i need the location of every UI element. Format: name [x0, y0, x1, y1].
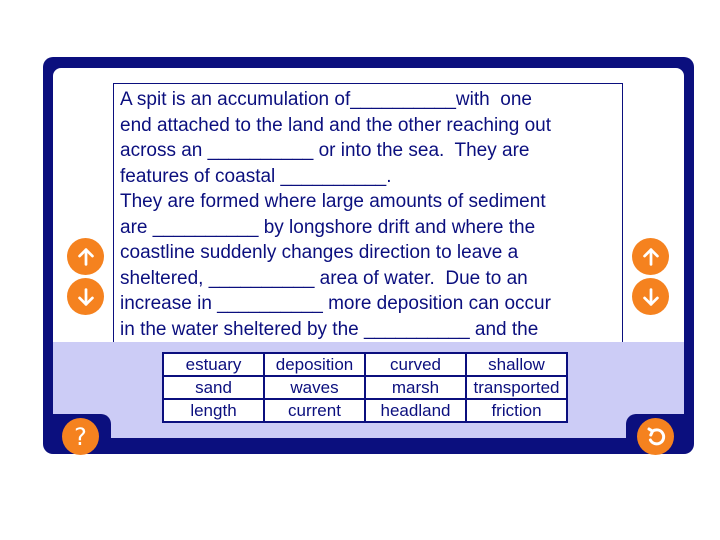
word-option[interactable]: curved [365, 353, 466, 376]
passage-line-1: A spit is an accumulation of__________with one [120, 89, 532, 110]
passage-line-6: are __________ by longshore drift and where the [120, 216, 536, 238]
passage-line-10: in the water sheltered by the __________ and the [120, 318, 539, 340]
word-option[interactable]: waves [264, 376, 365, 399]
arrow-up-icon [75, 246, 97, 268]
word-bank-table [162, 352, 568, 423]
word-option[interactable]: friction [466, 399, 567, 422]
word-option[interactable]: deposition [264, 353, 365, 376]
passage-line-9: increase in __________ more deposition can occur [120, 293, 551, 314]
passage-line-4: features of coastal __________. [120, 165, 392, 187]
passage-text-box [113, 83, 623, 342]
passage-line-7: coastline suddenly changes direction to leave a [120, 242, 519, 263]
word-option[interactable]: transported [466, 376, 567, 399]
arrow-up-icon [640, 246, 662, 268]
passage-line-2: end attached to the land and the other reaching out [120, 114, 551, 136]
passage-line-8: sheltered, __________ area of water. Due to an [120, 267, 528, 289]
word-bank-row [163, 353, 567, 376]
word-option[interactable]: marsh [365, 376, 466, 399]
arrow-down-icon [640, 286, 662, 308]
arrow-down-icon [75, 286, 97, 308]
help-button[interactable] [62, 418, 99, 455]
passage-line-5: They are formed where large amounts of sediment [120, 191, 546, 212]
scroll-down-button-left[interactable] [67, 278, 104, 315]
word-bank-row [163, 376, 567, 399]
scroll-up-button-right[interactable] [632, 238, 669, 275]
word-option[interactable]: headland [365, 399, 466, 422]
word-option[interactable]: estuary [163, 353, 264, 376]
scroll-down-button-right[interactable] [632, 278, 669, 315]
word-option[interactable]: shallow [466, 353, 567, 376]
word-option[interactable]: sand [163, 376, 264, 399]
word-option[interactable]: length [163, 399, 264, 422]
passage-line-3: across an __________ or into the sea. They are [120, 140, 530, 161]
reset-button[interactable] [637, 418, 674, 455]
scroll-up-button-left[interactable] [67, 238, 104, 275]
undo-icon [644, 425, 668, 449]
word-bank-row [163, 399, 567, 422]
question-mark-icon: ? [74, 422, 87, 451]
word-option[interactable]: current [264, 399, 365, 422]
